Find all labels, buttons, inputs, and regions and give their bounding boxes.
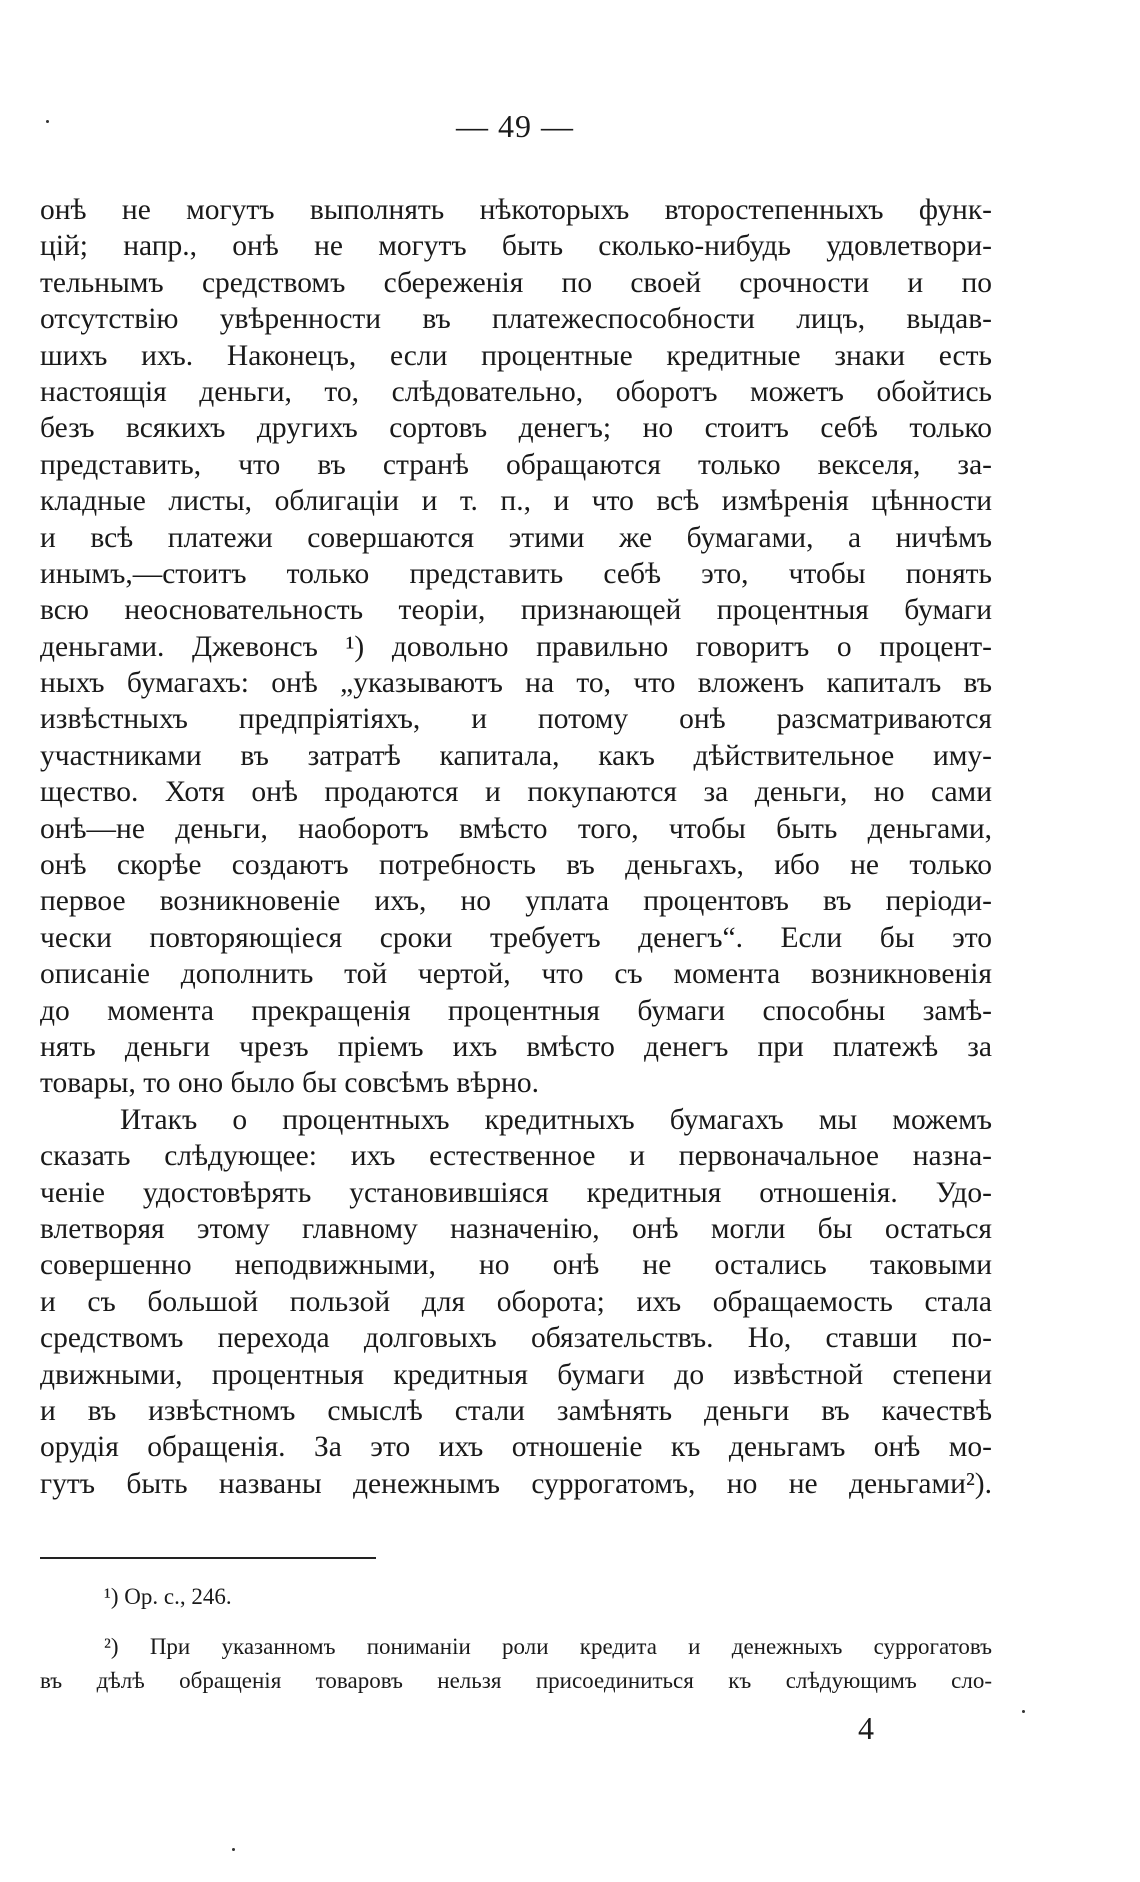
text-line: орудія обращенія. За это ихъ отношеніе къ деньгамъ онѣ мо- — [40, 1431, 992, 1464]
text-line: онѣ не могутъ выполнять нѣкоторыхъ второстепенныхъ функ- — [40, 194, 992, 226]
text-line: совершенно неподвижными, но онѣ не остались таковыми — [40, 1249, 992, 1282]
text-line: ныхъ бумагахъ: онѣ „указываютъ на то, что вложенъ капиталъ въ — [40, 667, 992, 700]
text-line: тельнымъ средствомъ сбереженія по своей срочности и по — [40, 266, 992, 299]
text-line: щество. Хотя онѣ продаются и покупаются за деньги, но сами — [40, 776, 992, 809]
text-line: настоящія деньги, то, слѣдовательно, оборотъ можетъ обойтись — [40, 375, 992, 408]
footnote-divider — [40, 1557, 376, 1559]
text-line: представить, что въ странѣ обращаются только векселя, за- — [40, 448, 992, 481]
text-line: гутъ быть названы денежнымъ суррогатомъ, но не деньгами²). — [40, 1467, 992, 1500]
text-line: описаніе дополнить той чертой, что съ момента возникновенія — [40, 958, 992, 991]
text-line: отсутствію увѣренности въ платежеспособности лицъ, выдав- — [40, 303, 992, 336]
text-line: первое возникновеніе ихъ, но уплата процентовъ въ періоди- — [40, 885, 992, 918]
text-line: безъ всякихъ другихъ сортовъ денегъ; но стоитъ себѣ только — [40, 412, 992, 445]
text-line: цій; напр., онѣ не могутъ быть сколько-нибудь удовлетвори- — [40, 230, 992, 263]
scan-speck — [232, 1848, 235, 1851]
text-line: чески повторяющіеся сроки требуетъ денегъ“. Если бы это — [40, 921, 992, 954]
text-line: онѣ скорѣе создаютъ потребность въ деньгахъ, ибо не только — [40, 849, 992, 882]
text-line: и въ извѣстномъ смыслѣ стали замѣнять деньги въ качествѣ — [40, 1394, 992, 1427]
footnote-1: ¹) Op. c., 246. — [104, 1584, 232, 1609]
text-line: шихъ ихъ. Наконецъ, если процентные кредитные знаки есть — [40, 339, 992, 372]
text-line: онѣ—не деньги, наоборотъ вмѣсто того, чтобы быть деньгами, — [40, 812, 992, 845]
text-line: ченіе удостовѣрять установившіяся кредитныя отношенія. Удо- — [40, 1176, 992, 1209]
footnote-gap — [40, 1614, 992, 1630]
footnotes — [40, 1580, 992, 1698]
text-line: всю неосновательность теоріи, признающей процентныя бумаги — [40, 594, 992, 627]
paragraph-start-line: Итакъ о процентныхъ кредитныхъ бумагахъ мы можемъ — [120, 1103, 992, 1136]
paragraph-end-line: товары, то оно было бы совсѣмъ вѣрно. — [40, 1067, 539, 1100]
page-number: — 49 — — [456, 108, 574, 144]
text-line: деньгами. Джевонсъ ¹) довольно правильно говоритъ о процент- — [40, 630, 992, 663]
text-line: до момента прекращенія процентныя бумаги способны замѣ- — [40, 994, 992, 1027]
text-line: извѣстныхъ предпріятіяхъ, и потому онѣ разсматриваются — [40, 703, 992, 736]
text-line: инымъ,—стоитъ только представить себѣ это, чтобы понять — [40, 557, 992, 590]
footnote-2-line-1: ²) При указанномъ пониманіи роли кредита и денежныхъ суррогатовъ — [104, 1634, 992, 1659]
text-line: участниками въ затратѣ капитала, какъ дѣйствительное иму- — [40, 739, 992, 772]
text-line: нять деньги чрезъ пріемъ ихъ вмѣсто денегъ при платежѣ за — [40, 1030, 992, 1063]
body-text — [40, 192, 992, 1502]
signature-mark: 4 — [858, 1710, 874, 1746]
text-line: и съ большой пользой для оборота; ихъ обращаемость стала — [40, 1285, 992, 1318]
text-line: средствомъ перехода долговыхъ обязательствъ. Но, ставши по- — [40, 1322, 992, 1355]
scan-speck — [1022, 1710, 1025, 1713]
text-line: кладные листы, облигаціи и т. п., и что всѣ измѣренія цѣнности — [40, 485, 992, 518]
text-line: сказать слѣдующее: ихъ естественное и первоначальное назна- — [40, 1140, 992, 1173]
footnote-2-line-2: въ дѣлѣ обращенія товаровъ нельзя присоединиться къ слѣдующимъ сло- — [40, 1668, 992, 1693]
text-line: влетворяя этому главному назначенію, онѣ могли бы остаться — [40, 1212, 992, 1245]
text-line: и всѣ платежи совершаются этими же бумагами, а ничѣмъ — [40, 521, 992, 554]
text-line: движными, процентныя кредитныя бумаги до извѣстной степени — [40, 1358, 992, 1391]
